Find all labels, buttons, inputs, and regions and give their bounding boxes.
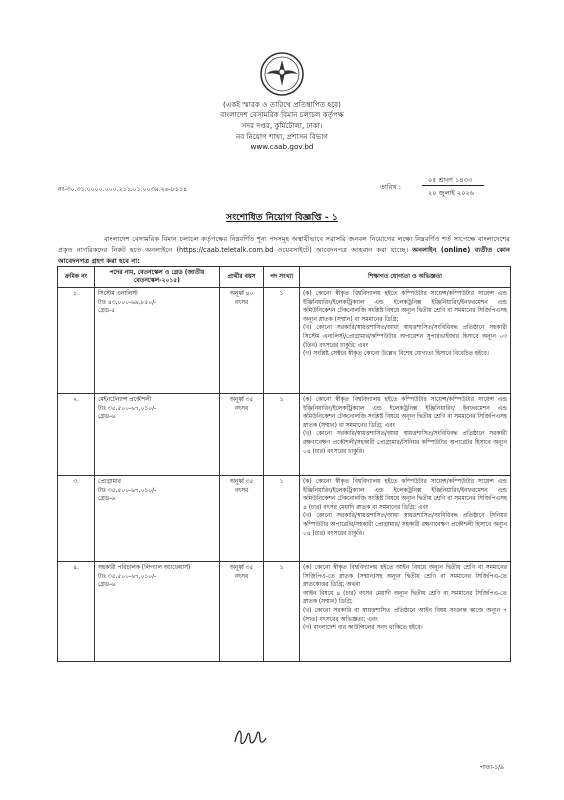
post-name: মেইনটেন্যান্স প্রকৌশলী (98, 397, 152, 403)
serial-cell: ৩. (58, 476, 95, 562)
table-row (58, 288, 511, 394)
grade: গ্রেড-৫ (98, 308, 116, 315)
count-cell: ১ (264, 288, 300, 394)
post-cell (95, 394, 220, 476)
count-cell: ১ (264, 394, 300, 476)
col-age: প্রার্থীর বয়স (220, 267, 264, 288)
col-post: পদের নাম, বেতনস্কেল ও গ্রেড (জাতীয় বেতনস্কেল-২০১৫) (95, 267, 220, 288)
qual-item: (খ) কোনো সরকারি বা স্বায়ত্তশাসিত প্রতিষ্ঠানে আইন বিষয় সংক্রান্ত কাজে অন্যূন ৭ (সাত) বৎসরের অভিজ্ঞতা; এবং (303, 607, 507, 623)
qualification-cell (300, 394, 511, 476)
caab-logo (258, 50, 306, 98)
pay-scale: টাঃ ৪৩,০০০-৬৯,৮৫০/- (98, 299, 157, 306)
date-label: তারিখ : (380, 183, 402, 191)
qual-item: (ক) কোনো স্বীকৃত বিশ্ববিদ্যালয় হইতে কম্পিউটার সায়েন্স/কম্পিউটার সায়েন্স এন্ড ইঞ্জিনিয়ারিং/ইলেকট্রিক্যাল এন্ড ইলেকট্রনিক্স ইঞ্জিনিয়ারিং/ইনফরমেশন এন্ড কমিউনিকেশন টেকনোলজি সংশ্লিষ্ট বিষয়ে অন্যূন দ্বিতীয় শ্রেণি বা সমমানের সিজিপিএসহ ৪ (চার) বৎসর মেয়াদি স্নাতক বা সমমানের ডিগ্রি; এবং (303, 479, 507, 511)
intro-bold: অনলাইন (online) ব্যতীত কোন আবেদনপত্র গ্রহণ করা হবে না: (58, 246, 510, 265)
qual-item: (খ) কোনো সরকারি/স্বায়ত্তশাসিত/আধা স্বায়ত্তশাসিত/সংবিধিবদ্ধ প্রতিষ্ঠানে সিনিয়র কম্পিউটার অপারেটর/সহকারী প্রোগ্রামার/ সহকারী রক্ষণাবেক্ষণ প্রকৌশলী হিসাবে অন্যূন ০৪ (চার) বৎসরের চাকুরি। (303, 513, 507, 537)
office-address: সদর দপ্তর, কুর্মিটোলা, ঢাকা। (241, 121, 323, 130)
qual-item: (গ) সংশ্লিষ্ট সেক্টরে স্বীকৃত কোনো উল্লেখ বিশেষ যোগ্যতা হিসাবে বিবেচিত হইবে। (303, 351, 489, 358)
qual-item: (খ) কোনো সরকারি/স্বায়ত্তশাসিত/আধা স্বায়ত্তশাসিত/সংবিধিবদ্ধ প্রতিষ্ঠানে সহকারী সিস্টেম এনালিস্ট/প্রোগ্রামার/কম্পিউটার অপারেশন সুপারভাইজার হিসাবে অন্যূন ০৩ (তিন) বৎসরের চাকুরি; এবং (303, 325, 507, 349)
qualification-cell (300, 562, 511, 662)
grade: গ্রেড-৬ (98, 414, 116, 421)
post-cell (95, 562, 220, 662)
qual-item: আইন বিষয়ে ৪ (চার) বৎসর মেয়াদী অন্যূন দ্বিতীয় শ্রেণি বা সমমানের সিজিপিএ-তে স্নাতক (সম্মান) ডিগ্রি; (303, 590, 507, 606)
col-serial: ক্রমিক নং (58, 267, 95, 288)
memo-number: নং-৩০.৩১.০০০০.০০০.২১১.০১.০০৩৯.২৬-৮১১৪ (58, 186, 188, 193)
col-count: পদ সংখ্যা (264, 267, 300, 288)
serial-cell: ২. (58, 394, 95, 476)
date-divider (422, 185, 484, 186)
table-row (58, 562, 511, 662)
age-cell: অনূর্ধ্ব ৩৫ বৎসর (220, 562, 264, 662)
age-cell: অনূর্ধ্ব ৩৫ বৎসর (220, 476, 264, 562)
website-link[interactable]: www.caab.gov.bd (250, 142, 314, 151)
page-number: পাতা-১/৯ (480, 764, 505, 771)
jobs-table (57, 266, 511, 662)
age-cell: অনূর্ধ্ব ৪০ বৎসর (220, 288, 264, 394)
qual-item: (ক) কোনো স্বীকৃত বিশ্ববিদ্যালয় হইতে কম্পিউটার সায়েন্স/কম্পিউটার সায়েন্স এন্ড ইঞ্জিনিয়ারিং/ইলেকট্রিক্যাল এন্ড ইলেকট্রনিক্স ইঞ্জিনিয়ারিং/ ইনফরমেশন এন্ড কমিউনিকেশন টেকনোলজি সংশ্লিষ্ট বিষয়ে অন্যূন দ্বিতীয় শ্রেণি বা সমমানের সিজিপিএসহ স্নাতক (সম্মান) বা সমমানের ডিগ্রি; এবং (303, 397, 507, 429)
count-cell: ১ (264, 562, 300, 662)
age-cell: অনূর্ধ্ব ৩৫ বৎসর (220, 394, 264, 476)
pay-scale: টাঃ ৩৫,৫০০-৬৭,০১০/- (98, 487, 157, 494)
organization-name: বাংলাদেশ বেসামরিক বিমান চলাচল কর্তৃপক্ষ (220, 110, 344, 119)
qualification-cell (300, 288, 511, 394)
date-bangla: ০৫ শ্রাবণ ১৪৩৩ (428, 176, 473, 184)
post-name: প্রোগ্রামার (98, 479, 121, 485)
qual-item: (গ) বাংলাদেশ বার কাউন্সিলের সনদ থাকিতে হইবে। (303, 625, 423, 632)
post-name: সিস্টেম এনালিস্ট (98, 291, 138, 297)
replacement-note: (একই স্মারক ও তারিখে প্রতিস্থাপিত হবে) (223, 100, 341, 109)
col-qualification: শিক্ষাগত যোগ্যতা ও অভিজ্ঞতা (300, 267, 511, 288)
signature (232, 724, 268, 750)
count-cell: ১ (264, 476, 300, 562)
pay-scale: টাঃ ৩৫,৫০০-৬৭,০১০/- (98, 405, 157, 412)
grade: গ্রেড-৬ (98, 496, 116, 503)
serial-cell: ১. (58, 288, 95, 394)
date-english: ২০ জুলাই ২০২৬ (428, 189, 475, 197)
table-header-row (58, 267, 511, 288)
table-row (58, 394, 511, 476)
serial-cell: ৪. (58, 562, 95, 662)
post-name: সহকারী পরিচালক (লিগ্যাল অ্যাফেয়ার্স) (98, 565, 191, 571)
page-title: সংশোধিত নিয়োগ বিজ্ঞপ্তি - ১ (226, 212, 338, 223)
intro-paragraph (58, 234, 510, 267)
qual-item: (ক) কোনো স্বীকৃত বিশ্ববিদ্যালয় হইতে কম্পিউটার সায়েন্স/কম্পিউটার সায়েন্স এন্ড ইঞ্জিনিয়ারিং/ইলেকট্রিক্যাল এন্ড ইলেকট্রনিক্স ইঞ্জিনিয়ারিং/ইনফরমেশন এন্ড কমিউনিকেশন টেকনোলজি সংশ্লিষ্ট বিষয়ে অন্যূন দ্বিতীয় শ্রেণি বা সমমানের সিজিপিএসহ অন্যূন স্নাতক (সম্মান) বা সমমানের ডিগ্রি; (303, 291, 507, 323)
grade: গ্রেড-৬ (98, 582, 116, 589)
post-cell (95, 288, 220, 394)
pay-scale: টাঃ ৩৫,৫০০-৬৭,০১০/- (98, 573, 157, 580)
intro-text: বাংলাদেশ বেসামরিক বিমান চলাচল কর্তৃপক্ষের নিম্নবর্ণিত শূন্য পদসমূহ অস্থায়ীভাবে সরাসরি জনবল নিয়োগের লক্ষ্যে নিম্নবর্ণিত শর্ত সাপেক্ষে বাংলাদেশের প্রকৃত নাগরিকদের নিকট হতে অনলাইনে (https://caab.teletalk.com.bd ওয়েবসাইটে) আবেদনপত্র আহবান করা যাচ্ছে। (58, 235, 510, 254)
qual-item: (ক) কোনো স্বীকৃত বিশ্ববিদ্যালয় হইতে আইন বিষয়ে অন্যূন দ্বিতীয় শ্রেণি বা সমমানের সিজিপিএ-তে স্নাতক (সম্মান)সহ অন্যূন দ্বিতীয় শ্রেণি বা সমমানের সিজিপিএ-তে স্নাতকোত্তর ডিগ্রি; অথবা (303, 565, 507, 589)
qual-item: (খ) কোনো সরকারি/স্বায়ত্তশাসিত/আধা স্বায়ত্তশাসিত/সংবিধিবদ্ধ প্রতিষ্ঠানে সরকারী রক্ষণাবেক্ষণ প্রকৌশলী/সহকারী প্রোগ্রামার/সিনিয়র কম্পিউটার অপারেটর হিসাবে অন্যূন ০৪ (চার) বৎসরের চাকুরি। (303, 431, 507, 455)
branch-name: নব নিয়োগ শাখা, প্রশাসন বিভাগ (235, 132, 329, 141)
post-cell (95, 476, 220, 562)
table-row (58, 476, 511, 562)
qualification-cell (300, 476, 511, 562)
